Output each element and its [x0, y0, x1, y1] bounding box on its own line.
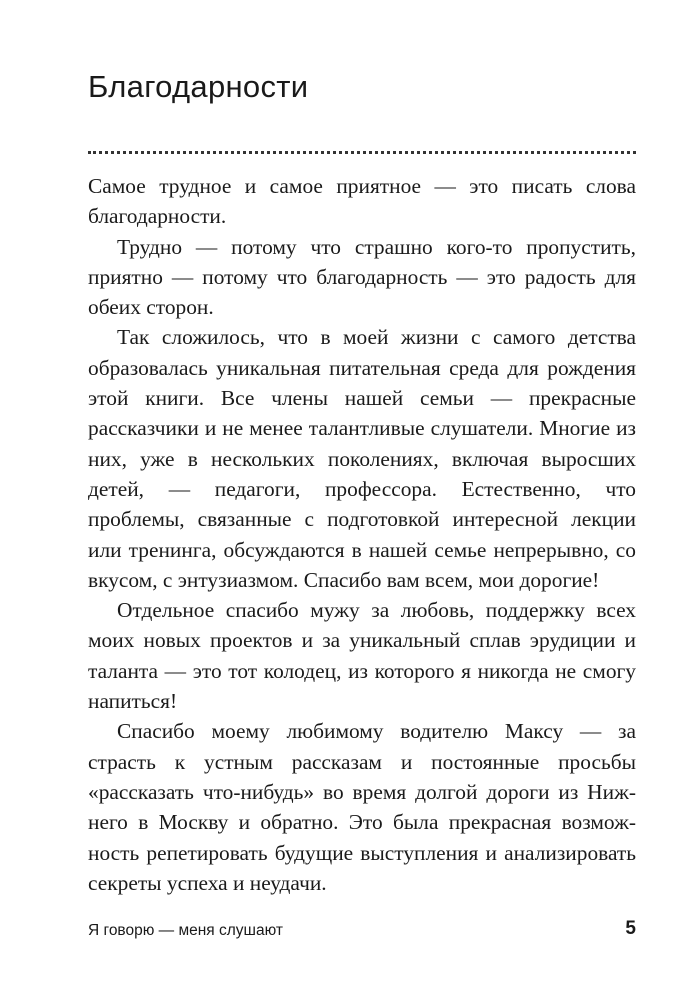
- running-footer-title: Я говорю — меня слушают: [88, 922, 283, 939]
- body-text: [88, 171, 636, 898]
- paragraph-family: Так сложилось, что в моей жизни с самого детства образовалась уникальная питательная среда для рождения этой книги. Все члены нашей семьи — прекрасные рассказчики и не менее талантливые слушатели. Многие из них, уже в нескольких поколениях, включая выросших детей, — педагоги, профессора. Естественно, что проблемы, связанные с подготовкой интересной лекции или тренинга, обсуждаются в нашей семье непрерывно, со вкусом, с энтузиазмом. Спасибо вам всем, мои дорогие!: [88, 325, 636, 592]
- paragraph-intro: Самое трудное и самое приятное — это писать слова благодарности.: [88, 174, 636, 229]
- page-title: Благодарности: [88, 69, 309, 104]
- page-number: 5: [625, 918, 636, 939]
- paragraph-difficulty: Трудно — потому что страшно кого-то пропустить, приятно — потому что благодарность — это радость для обеих сторон.: [88, 234, 636, 320]
- paragraph-driver: Спасибо моему любимому водителю Максу — за страсть к устным рассказам и постоянные просьбы «рассказать что-нибудь» во время долгой дороги из Нижнего в Москву и обратно. Это была прекрасная возможность репетировать будущие выступления и анализировать секреты успеха и неудачи.: [88, 719, 636, 895]
- paragraph-husband: Отдельное спасибо мужу за любовь, поддержку всех моих новых проектов и за уникальный сплав эрудиции и таланта — это тот колодец, из которого я никогда не смогу напиться!: [88, 598, 636, 714]
- dotted-divider: [88, 151, 636, 154]
